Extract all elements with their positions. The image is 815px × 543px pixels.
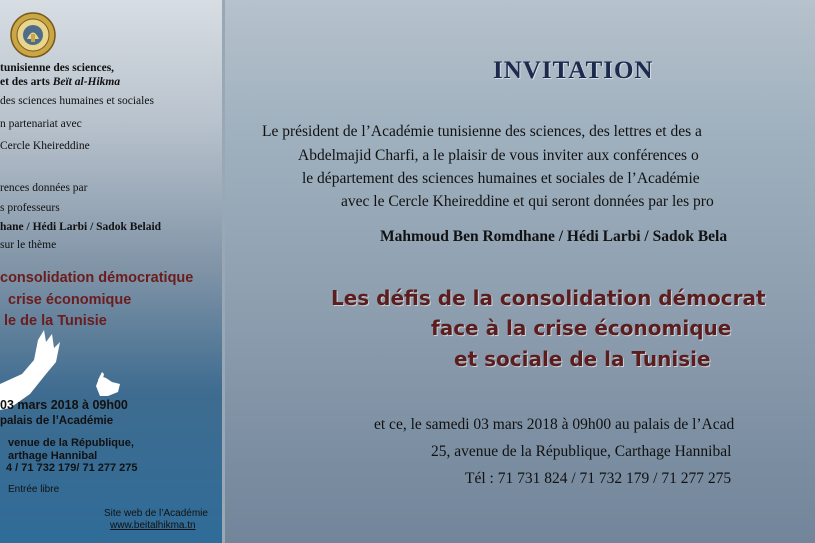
- body-line-4: avec le Cercle Kheireddine et qui seront données par les pro: [341, 193, 714, 210]
- department-name: des sciences humaines et sociales: [0, 95, 154, 107]
- event-address-line: 25, avenue de la République, Carthage Hannibal: [431, 443, 732, 460]
- address-line-1: venue de la République,: [8, 437, 134, 449]
- partnership-text: n partenariat avec: [0, 118, 82, 130]
- theme-label: sur le thème: [0, 239, 57, 251]
- invitation-panel: [225, 0, 815, 543]
- theme-line-3: le de la Tunisie: [4, 313, 107, 329]
- event-venue: palais de l’Académie: [0, 415, 114, 427]
- academy-logo-icon: [10, 12, 56, 58]
- institution-name-line1: tunisienne des sciences,: [0, 62, 115, 74]
- institution-name-prefix: et des arts: [0, 76, 53, 88]
- institution-name-arabic: Beït al-Hikma: [52, 76, 121, 88]
- theme-title-line-2: face à la crise économique: [431, 316, 732, 340]
- phone-numbers: 4 / 71 732 179/ 71 277 275: [6, 462, 138, 474]
- theme-line-2: crise économique: [8, 292, 132, 308]
- body-line-3: le département des sciences humaines et sociales de l’Académie: [302, 170, 700, 187]
- event-date: 03 mars 2018 à 09h00: [0, 398, 128, 412]
- body-line-1: Le président de l’Académie tunisienne des sciences, des lettres et des a: [262, 123, 702, 140]
- event-date-line: et ce, le samedi 03 mars 2018 à 09h00 au palais de l’Acad: [374, 416, 735, 433]
- professors-label: s professeurs: [0, 202, 60, 214]
- left-panel: [0, 0, 222, 543]
- event-phone-line: Tél : 71 731 824 / 71 732 179 / 71 277 275: [465, 470, 732, 487]
- theme-title-line-1: Les défis de la consolidation démocrat: [331, 286, 766, 310]
- theme-line-1: consolidation démocratique: [0, 270, 194, 286]
- theme-title-line-3: et sociale de la Tunisie: [454, 347, 711, 371]
- professors-names: hane / Hédi Larbi / Sadok Belaid: [0, 221, 162, 233]
- speakers-names: Mahmoud Ben Romdhane / Hédi Larbi / Sadok Bela: [380, 228, 728, 245]
- entry-note: Entrée libre: [8, 484, 60, 495]
- address-line-2: arthage Hannibal: [8, 450, 98, 462]
- lectures-by-text: rences données par: [0, 182, 88, 194]
- partner-name: Cercle Kheireddine: [0, 140, 90, 152]
- invitation-title: INVITATION: [493, 57, 654, 84]
- body-line-2: Abdelmajid Charfi, a le plaisir de vous inviter aux conférences o: [298, 147, 699, 164]
- website-link[interactable]: www.beitalhikma.tn: [110, 520, 196, 531]
- website-label: Site web de l’Académie: [104, 508, 208, 519]
- institution-name-line2: [0, 76, 120, 88]
